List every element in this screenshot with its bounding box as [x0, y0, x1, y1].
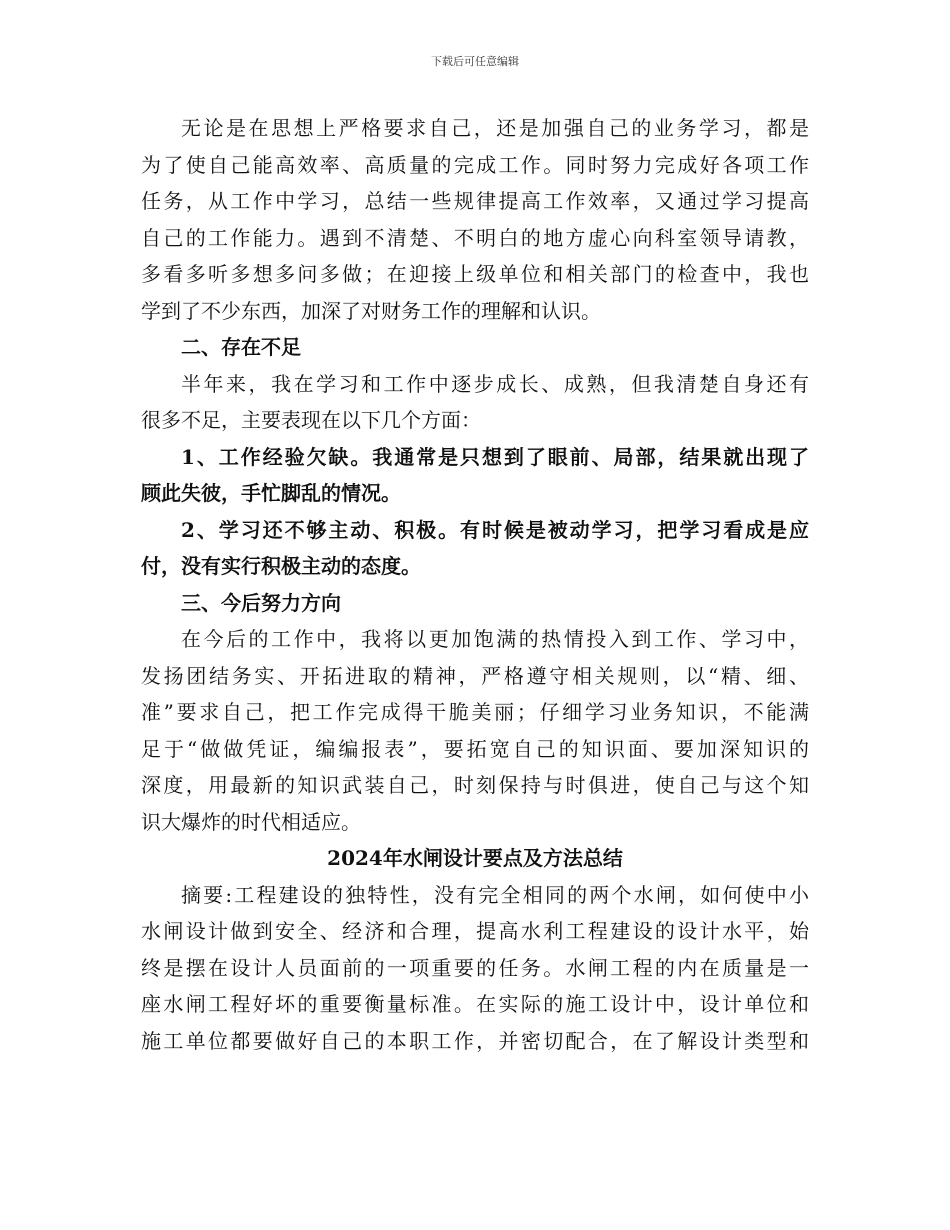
text-line: 施工单位都要做好自己的本职工作，并密切配合，在了解设计类型和: [141, 1028, 809, 1053]
section-title: 2024年水闸设计要点及方法总结: [327, 846, 623, 870]
text-line: 二、存在不足: [181, 335, 301, 359]
text-line: 任务，从工作中学习，总结一些规律提高工作效率，又通过学习提高: [141, 189, 809, 213]
text-line: 识大爆炸的时代相适应。: [141, 809, 361, 834]
text-line: 在今后的工作中，我将以更加饱满的热情投入到工作、学习中，: [181, 627, 809, 651]
text-line: 终是摆在设计人员面前的一项重要的任务。水闸工程的内在质量是一: [141, 955, 809, 980]
text-line: 水闸设计做到安全、经济和合理，提高水利工程建设的设计水平，始: [141, 919, 809, 943]
text-line: 很多不足，主要表现在以下几个方面：: [141, 408, 481, 432]
text-line: 付，没有实行积极主动的态度。: [141, 554, 421, 578]
text-line: 半年来，我在学习和工作中逐步成长、成熟，但我清楚自身还有: [181, 371, 809, 396]
text-line: 为了使自己能高效率、高质量的完成工作。同时努力完成好各项工作: [141, 152, 809, 177]
text-line: 学到了不少东西，加深了对财务工作的理解和认识。: [141, 298, 601, 323]
text-line: 深度，用最新的知识武装自己，时刻保持与时俱进，使自己与这个知: [141, 773, 809, 797]
text-line: 足于“做做凭证，编编报表”，要拓宽自己的知识面、要加深知识的: [141, 736, 809, 761]
text-line: 自己的工作能力。遇到不清楚、不明白的地方虚心向科室领导请教，: [141, 225, 809, 250]
text-line: 准”要求自己，把工作完成得干脆美丽；仔细学习业务知识，不能满: [141, 700, 809, 724]
text-line: 座水闸工程好坏的重要衡量标准。在实际的施工设计中，设计单位和: [141, 992, 809, 1016]
text-line: 顾此失彼，手忙脚乱的情况。: [141, 481, 401, 505]
text-line: 2、学习还不够主动、积极。有时候是被动学习，把学习看成是应: [181, 517, 809, 542]
text-line: 无论是在思想上严格要求自己，还是加强自己的业务学习，都是: [181, 116, 809, 140]
document-body: [141, 110, 809, 1059]
text-line: 摘要:工程建设的独特性，没有完全相同的两个水闸，如何使中小: [181, 882, 809, 907]
text-line: 多看多听多想多问多做；在迎接上级单位和相关部门的检查中，我也: [141, 262, 809, 286]
page-header: 下载后可任意编辑: [431, 55, 519, 68]
text-line: 1、工作经验欠缺。我通常是只想到了眼前、局部，结果就出现了: [181, 444, 809, 469]
text-line: 三、今后努力方向: [181, 590, 341, 615]
text-line: 发扬团结务实、开拓进取的精神，严格遵守相关规则，以“精、细、: [141, 663, 809, 688]
